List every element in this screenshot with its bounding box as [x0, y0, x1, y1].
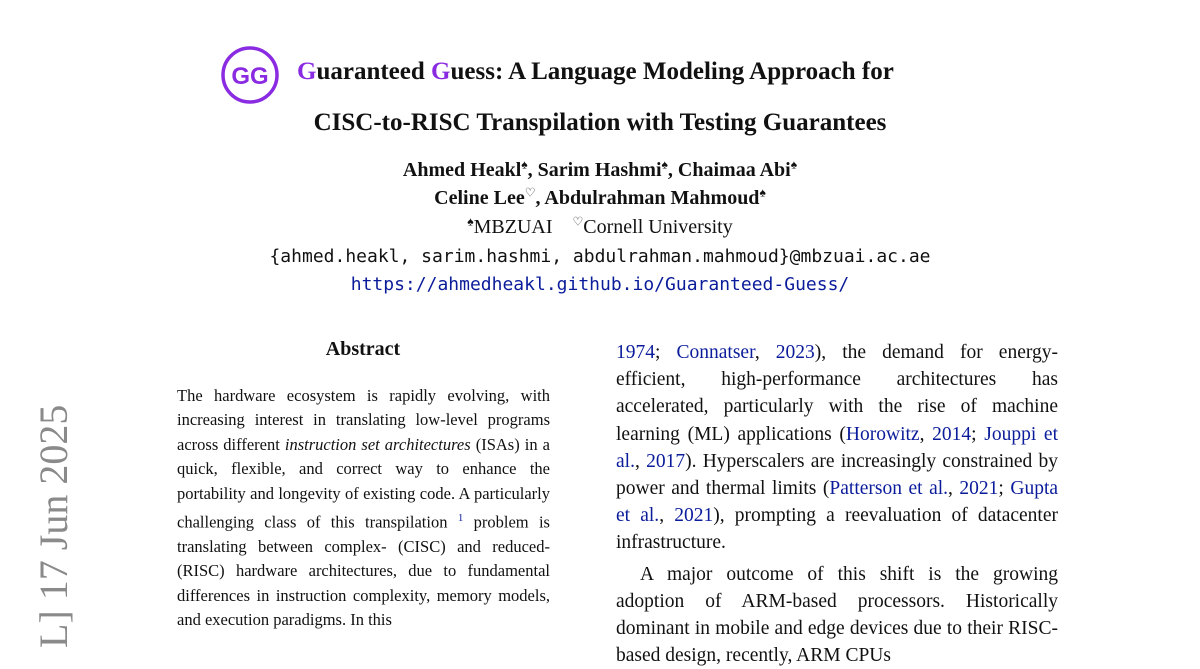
- footnote-marker[interactable]: 1: [457, 512, 464, 525]
- project-url-link[interactable]: https://ahmedheakl.github.io/Guaranteed-Guess/: [350, 274, 850, 295]
- introduction-text: [616, 339, 1058, 669]
- citation-link[interactable]: 2014: [932, 423, 972, 445]
- author-name: Sarim Hashmi: [537, 159, 662, 181]
- author-line-1: Ahmed Heakl♠, Sarim Hashmi♠, Chaimaa Abi♠: [402, 157, 798, 181]
- arxiv-side-stamp: L] 17 Jun 2025: [31, 404, 76, 648]
- affiliation-mbzuai: MBZUAI: [473, 216, 553, 238]
- body-paragraph-1: 1974; Connatser, 2023), the demand for energy-efficient, high-performance architectures has accelerated, particularly with the rise of machine learning (ML) applications (Horowitz, 2014; Jouppi et al., 2017). Hyperscalers are increasingly constrained by power and thermal limits (Patterson et al., 2021; Gupta et al., 2021), prompting a reevaluation of datacenter infrastructure.: [616, 342, 1059, 554]
- citation-link[interactable]: Gupta et al.: [616, 478, 1059, 527]
- citation-link[interactable]: Connatser: [676, 342, 755, 363]
- citation-link[interactable]: Horowitz: [845, 423, 920, 445]
- author-name: Ahmed Heakl: [402, 159, 522, 181]
- body-paragraph-2: A major outcome of this shift is the growing adoption of ARM-based processors. Historically dominant in mobile and edge devices due to their RISC-based design, recently, ARM CPUs: [616, 563, 1058, 667]
- citation-link[interactable]: 2021: [674, 505, 714, 527]
- abstract-text: The hardware ecosystem is rapidly evolving, with increasing interest in translating low-level programs across different instruction set architectures (ISAs) in a quick, flexible, and correct way to enhance the portability and longevity of existing code. A particularly challenging class of this transpilation $^1$ problem is translating between complex- (CISC) and reduced- (RISC) hardware architectures, due to fundamental differences in instruction complexity, memory models, and execution paradigms. In this: [177, 386, 550, 630]
- author-name: Celine Lee: [434, 187, 525, 209]
- author-name: Abdulrahman Mahmoud: [544, 187, 760, 209]
- citation-link[interactable]: 2021: [959, 478, 999, 500]
- paper-title-line-1: Guaranteed Guess: A Language Modeling Approach for: [297, 58, 894, 85]
- svg-text:GG: GG: [231, 63, 269, 90]
- abstract-heading: Abstract: [325, 338, 401, 360]
- affiliations: ♠MBZUAI ♡Cornell University: [467, 214, 733, 238]
- citation-link[interactable]: Patterson et al.: [829, 478, 949, 500]
- author-emails: {ahmed.heakl, sarim.hashmi, abdulrahman.mahmoud}@mbzuai.ac.ae: [269, 246, 931, 267]
- author-name: Chaimaa Abi: [677, 159, 791, 181]
- affiliation-cornell: Cornell University: [583, 216, 733, 238]
- author-line-2: Celine Lee♡, Abdulrahman Mahmoud♠: [434, 185, 766, 209]
- gg-logo-icon: [220, 45, 280, 105]
- citation-link[interactable]: Jouppi et al.: [616, 423, 1058, 472]
- citation-link[interactable]: 2017: [646, 450, 686, 472]
- paper-title-line-2: CISC-to-RISC Transpilation with Testing Guarantees: [313, 109, 887, 136]
- citation-link[interactable]: 2023: [775, 342, 815, 363]
- citation-link[interactable]: 1974: [616, 342, 655, 363]
